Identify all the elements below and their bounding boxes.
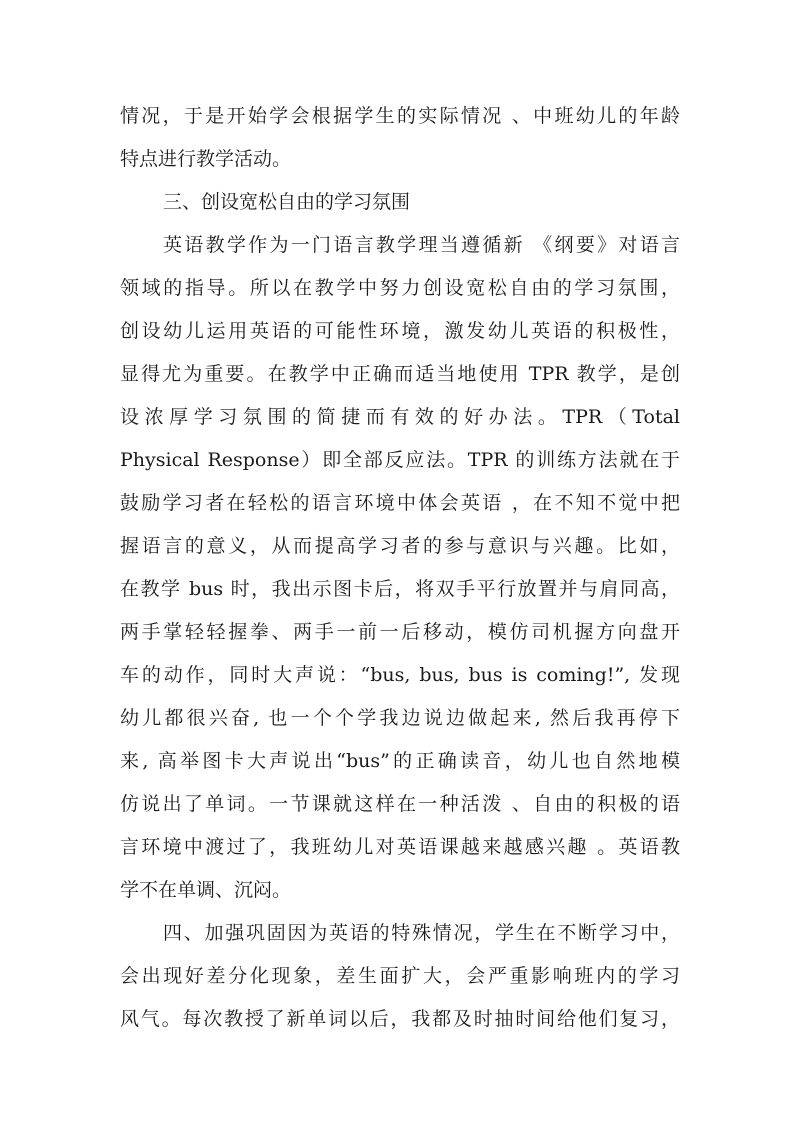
text-line: 握语言的意义，从而提高学习者的参与意识与兴趣。比如，	[120, 535, 680, 557]
text-line: 车的动作，同时大声说：“bus, bus, bus is coming!”, 发现	[120, 664, 680, 686]
text-line: 幼儿都很兴奋, 也一个个学我边说边做起来, 然后我再停下	[120, 707, 680, 729]
text-line: 两手掌轻轻握拳、两手一前一后移动，模仿司机握方向盘开	[120, 621, 680, 643]
text-line: 学不在单调、沉闷。	[120, 879, 292, 901]
text-line: 领域的指导。所以在教学中努力创设宽松自由的学习氛围，	[120, 277, 680, 299]
text-line: 显得尤为重要。在教学中正确而适当地使用 TPR 教学，是创	[120, 363, 680, 385]
text-line: 言环境中渡过了，我班幼儿对英语课越来越感兴趣 。英语教	[120, 836, 680, 858]
text-line: 会出现好差分化现象，差生面扩大，会严重影响班内的学习	[120, 965, 680, 987]
text-line: 风气。每次教授了新单词以后，我都及时抽时间给他们复习，	[120, 1008, 680, 1030]
text-line: 英语教学作为一门语言教学理当遵循新 《纲要》对语言	[163, 234, 680, 256]
text-line: 创设幼儿运用英语的可能性环境，激发幼儿英语的积极性，	[120, 320, 680, 342]
section-heading: 四、加强巩固因为英语的特殊情况，学生在不断学习中，	[163, 922, 680, 944]
text-line: 特点进行教学活动。	[120, 148, 292, 170]
text-line: 仿说出了单词。一节课就这样在一种活泼 、自由的积极的语	[120, 793, 680, 815]
text-line: 在教学 bus 时，我出示图卡后，将双手平行放置并与肩同高，	[120, 578, 680, 600]
text-line: Physical Response）即全部反应法。TPR 的训练方法就在于	[120, 449, 680, 471]
text-line: 情况，于是开始学会根据学生的实际情况 、中班幼儿的年龄	[120, 105, 680, 127]
section-heading: 三、创设宽松自由的学习氛围	[163, 191, 411, 213]
text-line: 设浓厚学习氛围的简捷而有效的好办法。TPR（Total	[120, 406, 680, 428]
text-line: 来, 高举图卡大声说出“bus”的正确读音，幼儿也自然地模	[120, 750, 680, 772]
text-line: 鼓励学习者在轻松的语言环境中体会英语 ，在不知不觉中把	[120, 492, 680, 514]
